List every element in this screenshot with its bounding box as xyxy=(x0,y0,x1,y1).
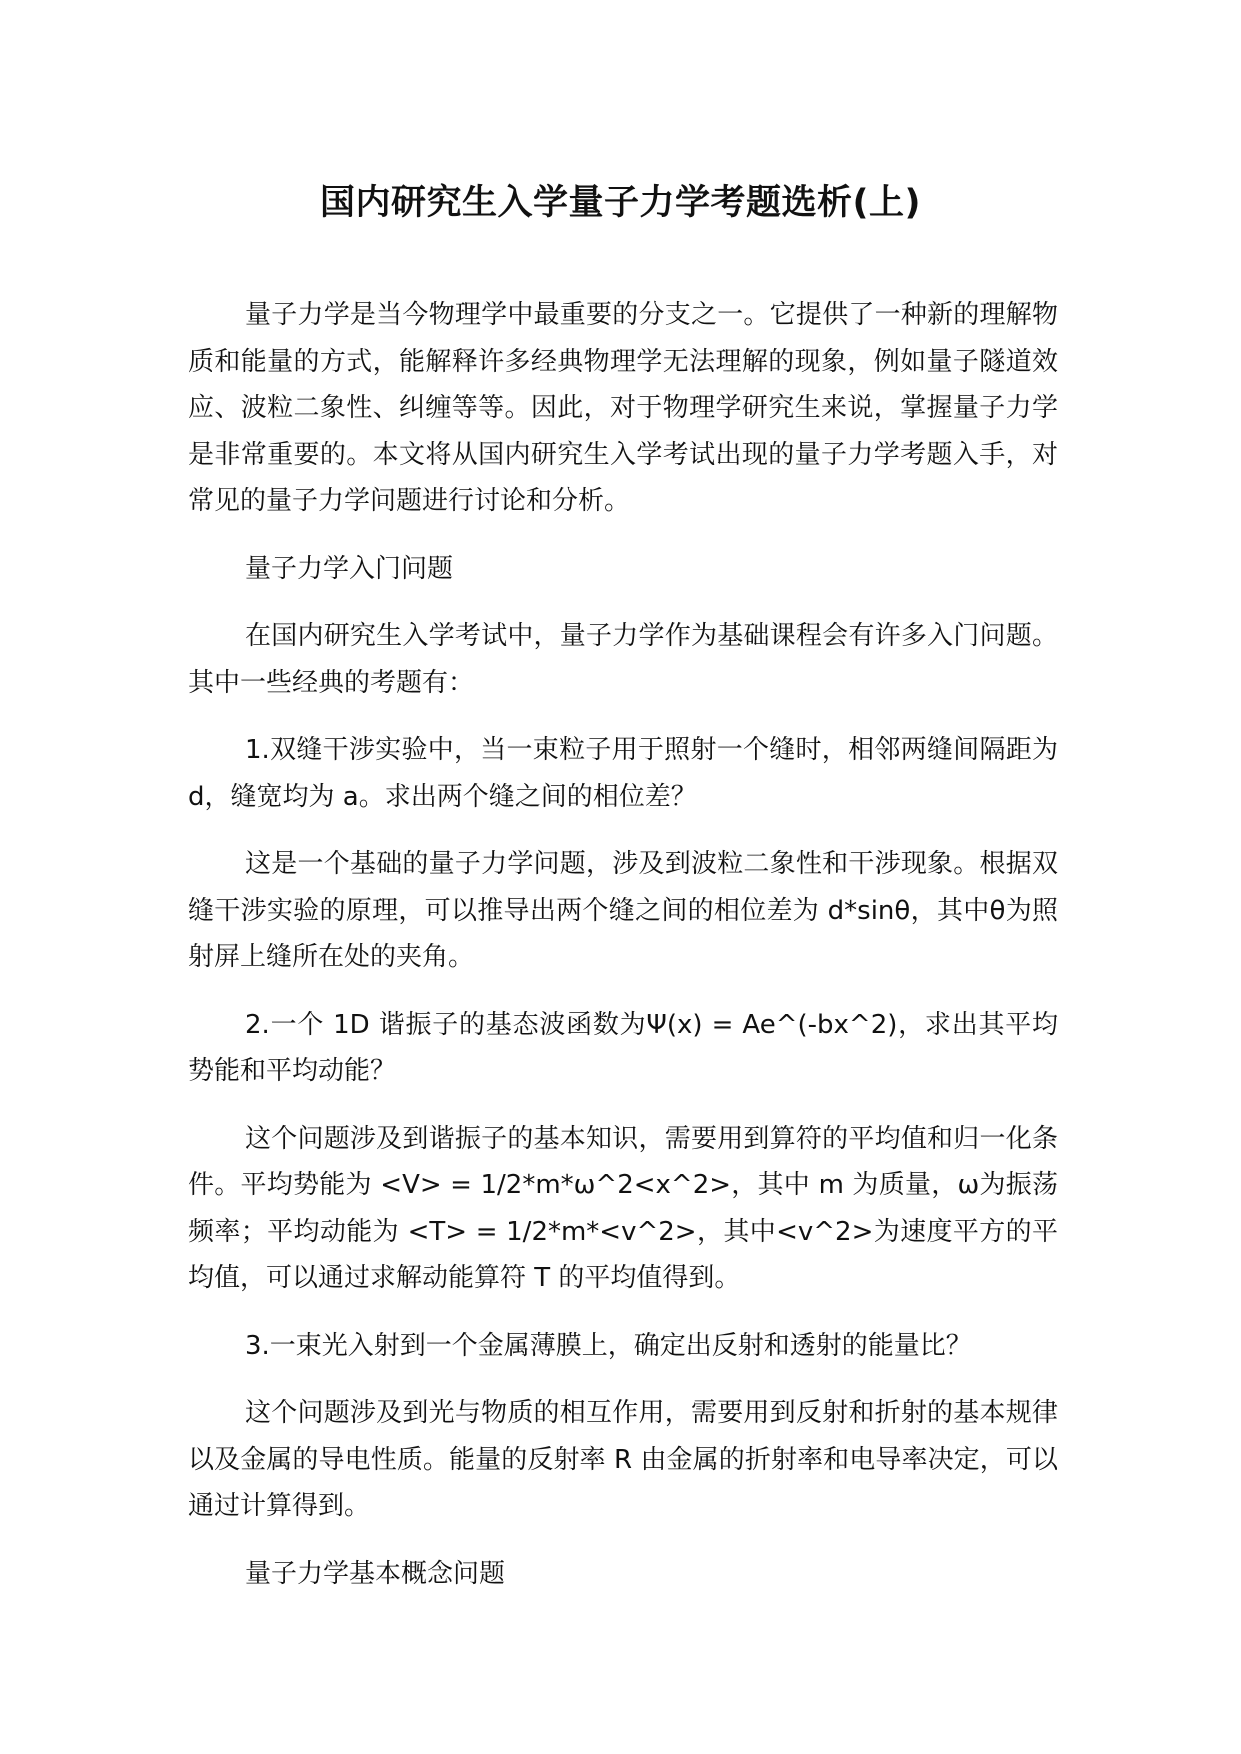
answer-1: 这是一个基础的量子力学问题，涉及到波粒二象性和干涉现象。根据双缝干涉实验的原理，可以推导出两个缝之间的相位差为 d*sinθ，其中θ为照射屏上缝所在处的夹角。 xyxy=(188,849,1058,972)
question-3: 3.一束光入射到一个金属薄膜上，确定出反射和透射的能量比？ xyxy=(245,1330,972,1361)
document-body xyxy=(188,292,1058,1618)
paragraph-intro: 量子力学是当今物理学中最重要的分支之一。它提供了一种新的理解物质和能量的方式，能解释许多经典物理学无法理解的现象，例如量子隧道效应、波粒二象性、纠缠等等。因此，对于物理学研究生来说，掌握量子力学是非常重要的。本文将从国内研究生入学考试出现的量子力学考题入手，对常见的量子力学问题进行讨论和分析。 xyxy=(188,300,1058,516)
paragraph: 在国内研究生入学考试中，量子力学作为基础课程会有许多入门问题。其中一些经典的考题有： xyxy=(188,621,1058,698)
answer-2: 这个问题涉及到谐振子的基本知识，需要用到算符的平均值和归一化条件。平均势能为 <V> = 1/2*m*ω^2<x^2>，其中 m 为质量，ω为振荡频率；平均动能为 <T> = 1/2*m*<v^2>，其中<v^2>为速度平方的平均值，可以通过求解动能算符 T 的平均值得到。 xyxy=(188,1123,1058,1293)
section-heading-basic-concepts: 量子力学基本概念问题 xyxy=(245,1558,506,1589)
section-heading-intro-problems: 量子力学入门问题 xyxy=(245,553,454,584)
question-2: 2.一个 1D 谐振子的基态波函数为Ψ(x) = Ae^(-bx^2)，求出其平均势能和平均动能？ xyxy=(188,1009,1058,1086)
answer-3: 这个问题涉及到光与物质的相互作用，需要用到反射和折射的基本规律以及金属的导电性质。能量的反射率 R 由金属的折射率和电导率决定，可以通过计算得到。 xyxy=(188,1398,1058,1521)
question-1: 1.双缝干涉实验中，当一束粒子用于照射一个缝时，相邻两缝间隔距为 d，缝宽均为 a。求出两个缝之间的相位差？ xyxy=(188,735,1058,812)
document-title: 国内研究生入学量子力学考题选析(上) xyxy=(320,183,921,223)
